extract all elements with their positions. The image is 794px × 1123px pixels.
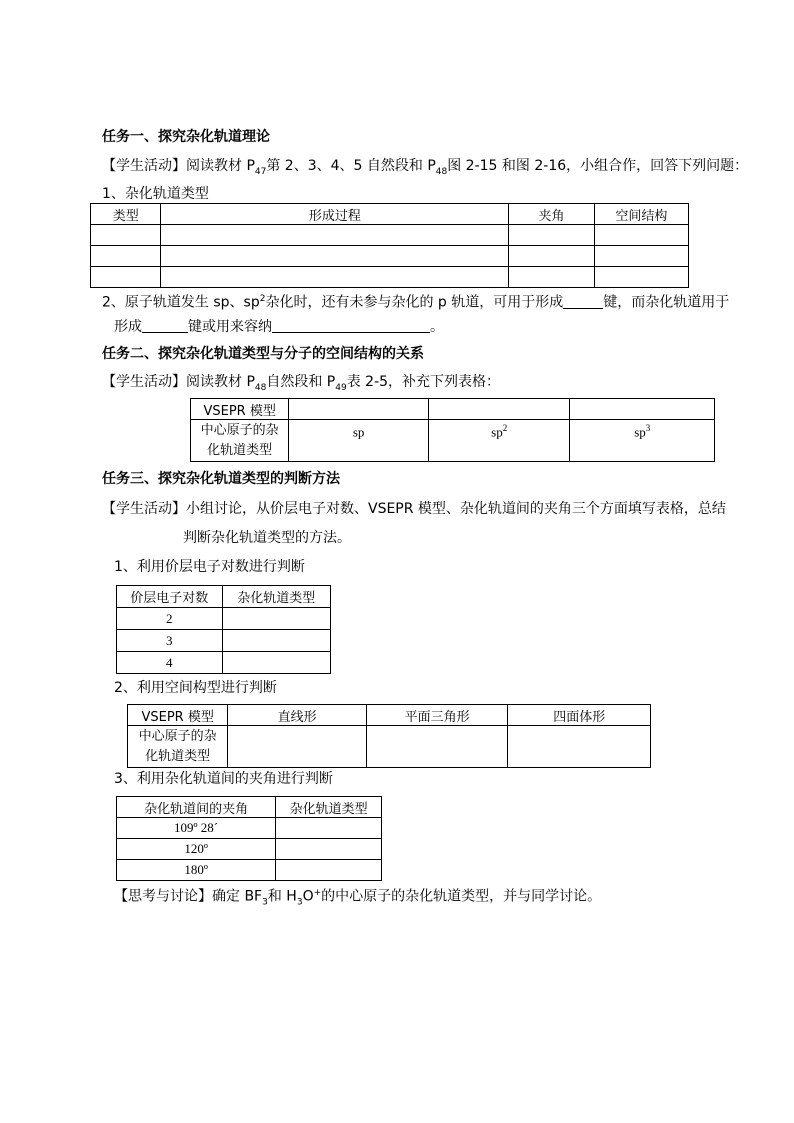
table-cell: [276, 818, 382, 839]
activity-tag: 【学生活动】: [102, 501, 186, 517]
table-cell: [222, 630, 330, 652]
type-sp2: $sp^2$: [428, 420, 570, 462]
table-cell: [570, 399, 715, 420]
table-cell: [289, 399, 429, 420]
table-cell: [91, 246, 161, 267]
task3-title: 任务三、探究杂化轨道类型的判断方法: [102, 471, 340, 487]
task1-title: 任务一、探究杂化轨道理论: [102, 129, 270, 145]
activity-tag: 【学生活动】: [102, 374, 186, 390]
header-angle: 夹角: [509, 204, 594, 225]
q1-label: 1、杂化轨道类型: [102, 186, 209, 202]
table-cell: [161, 267, 509, 288]
table-cell: [222, 608, 330, 630]
fill-blank[interactable]: [272, 318, 430, 333]
shape-linear: 直线形: [228, 705, 367, 726]
hybrid-type-label: 中心原子的杂 化轨道类型: [191, 420, 289, 462]
vsepr-model-label: VSEPR 模型: [128, 705, 228, 726]
header-angle: 杂化轨道间的夹角: [117, 797, 276, 818]
table-cell: 109º 28´: [117, 818, 276, 839]
q2-line2: 形成 键或用来容纳 。: [114, 319, 444, 335]
table-cell: [428, 399, 570, 420]
activity-tag: 【学生活动】: [102, 158, 186, 174]
method3-label: 3、利用杂化轨道间的夹角进行判断: [114, 771, 333, 787]
header-hybrid-type: 杂化轨道类型: [222, 586, 330, 608]
think-discuss: 【思考与讨论】确定 $BF_3$和 $H_3O^+$的中心原子的杂化轨道类型，并与同学讨论。: [114, 888, 602, 908]
header-process: 形成过程: [161, 204, 509, 225]
think-tag: 【思考与讨论】: [114, 888, 212, 905]
table-cell: 3: [117, 630, 223, 652]
task2-title: 任务二、探究杂化轨道类型与分子的空间结构的关系: [102, 346, 424, 362]
task1-activity: 【学生活动】阅读教材 $P_{47}$第 2、3、4、5 自然段和 $P_{48}$图 2-15 和图 2-16，小组合作，回答下列问题：: [102, 158, 749, 177]
type-sp3: $sp^3$: [570, 420, 715, 462]
fill-blank[interactable]: [563, 294, 603, 309]
table-cell: 2: [117, 608, 223, 630]
header-structure: 空间结构: [594, 204, 688, 225]
table-cell: [366, 726, 508, 768]
table-cell: [508, 726, 651, 768]
q2-line1: 2、原子轨道发生 sp、$sp^2$杂化时，还有未参与杂化的 p 轨道，可用于形成 键，而杂化轨道用于: [102, 294, 730, 311]
table-cell: [594, 225, 688, 246]
shape-table: [127, 704, 651, 768]
table-cell: [509, 267, 594, 288]
table-cell: [276, 839, 382, 860]
header-type: 类型: [91, 204, 161, 225]
shape-tetrahedral: 四面体形: [508, 705, 651, 726]
type-sp: sp: [289, 420, 429, 462]
header-hybrid-type: 杂化轨道类型: [276, 797, 382, 818]
angle-table: [116, 796, 382, 881]
table-cell: [161, 246, 509, 267]
shape-trigonal-planar: 平面三角形: [366, 705, 508, 726]
electron-pair-table: [116, 585, 331, 674]
table-cell: [91, 267, 161, 288]
table-cell: [161, 225, 509, 246]
table-cell: 4: [117, 652, 223, 674]
table-cell: 180º: [117, 860, 276, 881]
task2-activity: 【学生活动】阅读教材 $P_{48}$自然段和 $P_{49}$表 2-5，补充下列表格：: [102, 374, 501, 393]
method2-label: 2、利用空间构型进行判断: [114, 680, 277, 696]
fill-blank[interactable]: [142, 318, 188, 333]
table-cell: [228, 726, 367, 768]
table-cell: [509, 225, 594, 246]
table-cell: [222, 652, 330, 674]
vsepr-hybrid-table: [190, 398, 715, 462]
hybrid-type-label: 中心原子的杂 化轨道类型: [128, 726, 228, 768]
vsepr-model-label: VSEPR 模型: [191, 399, 289, 420]
task3-activity-line2: 判断杂化轨道类型的方法。: [183, 530, 351, 546]
table-cell: 120º: [117, 839, 276, 860]
header-electron-pairs: 价层电子对数: [117, 586, 223, 608]
method1-label: 1、利用价层电子对数进行判断: [114, 559, 305, 575]
task3-activity-line1: 【学生活动】小组讨论，从价层电子对数、VSEPR 模型、杂化轨道间的夹角三个方面填写表格，总结: [102, 501, 726, 517]
table-cell: [276, 860, 382, 881]
table-cell: [594, 267, 688, 288]
table-cell: [594, 246, 688, 267]
table-cell: [509, 246, 594, 267]
table-cell: [91, 225, 161, 246]
hybrid-type-table: [90, 203, 689, 288]
